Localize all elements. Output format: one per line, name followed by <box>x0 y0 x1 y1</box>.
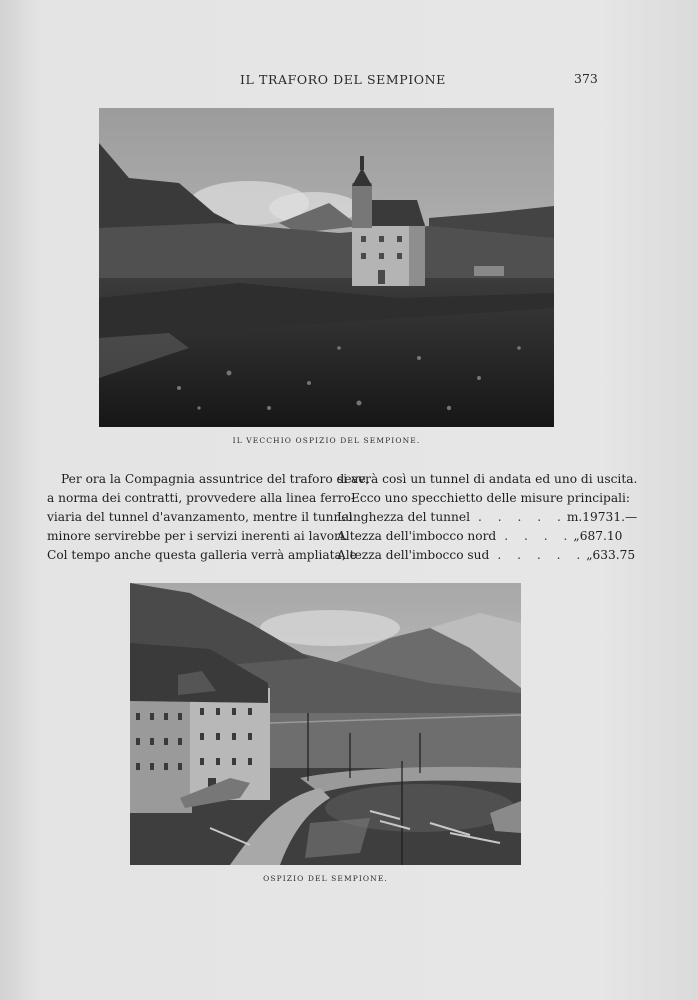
measure-value: 19731.— <box>582 510 638 524</box>
measure-label: Altezza dell'imbocco nord <box>337 529 497 543</box>
caption-old-hospice: IL VECCHIO OSPIZIO DEL SEMPIONE. <box>232 436 421 445</box>
text-line: a norma dei contratti, provvedere alla linea ferro- <box>47 491 355 505</box>
measure-dots: . . . . <box>504 529 574 543</box>
measure-unit: m. <box>566 510 583 524</box>
text-line: Col tempo anche questa galleria verrà ampliata, e <box>47 548 357 562</box>
old-hospice-illustration <box>99 108 554 427</box>
running-title: IL TRAFORO DEL SEMPIONE <box>240 72 446 87</box>
measure-row <box>337 527 623 546</box>
measure-dots: . . . . . <box>497 548 587 562</box>
measure-value: 633.75 <box>592 548 636 562</box>
measure-row <box>337 546 636 565</box>
measure-row <box>337 508 638 527</box>
caption-hospice: OSPIZIO DEL SEMPIONE. <box>263 874 388 883</box>
text-line: Ecco uno specchietto delle misure principali: <box>351 491 630 505</box>
page-number: 373 <box>574 71 598 86</box>
text-line: minore servirebbe per i servizi inerenti ai lavori. <box>47 529 348 543</box>
measure-dots: . . . . . <box>477 510 567 524</box>
photo-hospice <box>130 583 521 865</box>
photo-old-hospice <box>99 108 554 427</box>
text-line: viaria del tunnel d'avanzamento, mentre il tunnel <box>47 510 353 524</box>
text-line: Per ora la Compagnia assuntrice del traforo deve, <box>61 472 370 486</box>
measure-value: 687.10 <box>579 529 623 543</box>
measure-label: Altezza dell'imbocco sud <box>337 548 490 562</box>
measure-unit: „ <box>586 548 593 562</box>
text-line: si avrà così un tunnel di andata ed uno di uscita. <box>337 472 638 486</box>
hospice-illustration <box>130 583 521 865</box>
text-column-left <box>47 470 370 565</box>
measure-label: Lunghezza del tunnel <box>337 510 470 524</box>
measure-unit: „ <box>573 529 580 543</box>
text-column-right <box>337 470 638 565</box>
